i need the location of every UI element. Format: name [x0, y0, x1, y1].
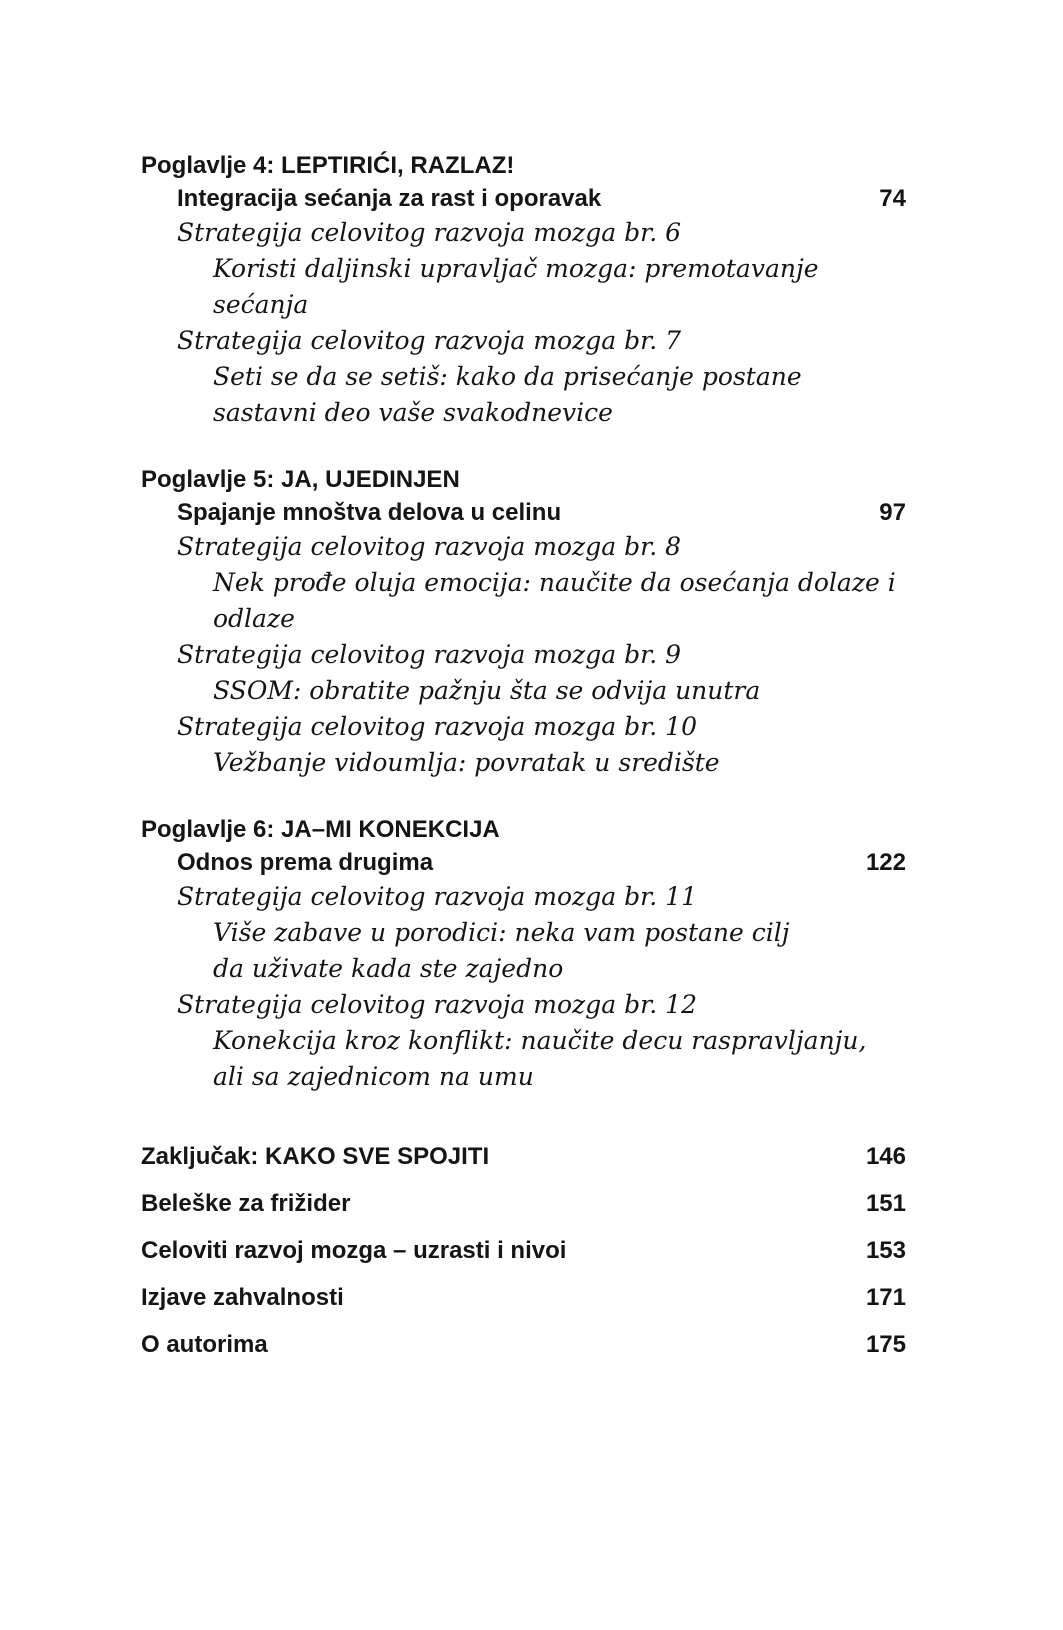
strategy-label: Strategija celovitog razvoja mozga br. 9 [177, 640, 682, 669]
entry-title: Beleške za frižider [141, 1190, 351, 1217]
strategy-description-line: ali sa zajednicom na umu [213, 1062, 534, 1091]
strategy-label: Strategija celovitog razvoja mozga br. 7 [177, 326, 682, 355]
strategy-label: Strategija celovitog razvoja mozga br. 12 [177, 990, 697, 1019]
page-number: 122 [865, 849, 906, 876]
strategy-description-line: SSOM: obratite pažnju šta se odvija unutra [213, 676, 761, 705]
strategy-description-line: da uživate kada ste zajedno [213, 954, 564, 983]
toc-entry [141, 1227, 906, 1274]
table-of-contents [141, 149, 906, 1368]
entry-title: Zaključak: KAKO SVE SPOJITI [141, 1143, 490, 1170]
strategy-description-line: Koristi daljinski upravljač mozga: premotavanje [213, 254, 819, 283]
chapter-title: Poglavlje 5: JA, UJEDINJEN [141, 466, 460, 493]
strategy-description-line: sećanja [213, 290, 309, 319]
toc-end-matter [141, 1133, 906, 1368]
section-entry [141, 846, 906, 879]
toc-entry [141, 1133, 906, 1180]
section-title: Integracija sećanja za rast i oporavak [177, 185, 602, 212]
strategy-description-line: Vežbanje vidoumlja: povratak u središte [213, 748, 720, 777]
page-number: 171 [865, 1284, 906, 1311]
page-number: 153 [865, 1237, 906, 1264]
strategy-description-line: Konekcija kroz konflikt: naučite decu raspravljanju, [213, 1026, 867, 1055]
section-entry [141, 496, 906, 529]
section-title: Odnos prema drugima [177, 849, 434, 876]
strategy-label: Strategija celovitog razvoja mozga br. 10 [177, 712, 697, 741]
page-number: 151 [865, 1190, 906, 1217]
section-entry [141, 182, 906, 215]
strategy-label: Strategija celovitog razvoja mozga br. 8 [177, 532, 682, 561]
toc-entry [141, 1274, 906, 1321]
strategy-description-line: sastavni deo vaše svakodnevice [213, 398, 613, 427]
toc-chapter-6 [141, 813, 906, 1095]
chapter-title: Poglavlje 6: JA–MI KONEKCIJA [141, 816, 500, 843]
strategy-label: Strategija celovitog razvoja mozga br. 6 [177, 218, 682, 247]
page-number: 146 [865, 1143, 906, 1170]
strategy-description-line: Više zabave u porodici: neka vam postane cilj [213, 918, 790, 947]
entry-title: Celoviti razvoj mozga – uzrasti i nivoi [141, 1237, 567, 1264]
toc-chapter-4 [141, 149, 906, 431]
strategy-description-line: odlaze [213, 604, 295, 633]
toc-entry [141, 1180, 906, 1227]
strategy-label: Strategija celovitog razvoja mozga br. 11 [177, 882, 697, 911]
strategy-description-line: Nek prođe oluja emocija: naučite da osećanja dolaze i [213, 568, 896, 597]
entry-title: O autorima [141, 1331, 268, 1358]
page-number: 74 [879, 185, 906, 212]
page-number: 175 [865, 1331, 906, 1358]
strategy-description-line: Seti se da se setiš: kako da prisećanje postane [213, 362, 802, 391]
toc-entry [141, 1321, 906, 1368]
entry-title: Izjave zahvalnosti [141, 1284, 344, 1311]
page-number: 97 [879, 499, 906, 526]
section-title: Spajanje mnoštva delova u celinu [177, 499, 562, 526]
chapter-title: Poglavlje 4: LEPTIRIĆI, RAZLAZ! [141, 152, 515, 179]
toc-chapter-5 [141, 463, 906, 781]
